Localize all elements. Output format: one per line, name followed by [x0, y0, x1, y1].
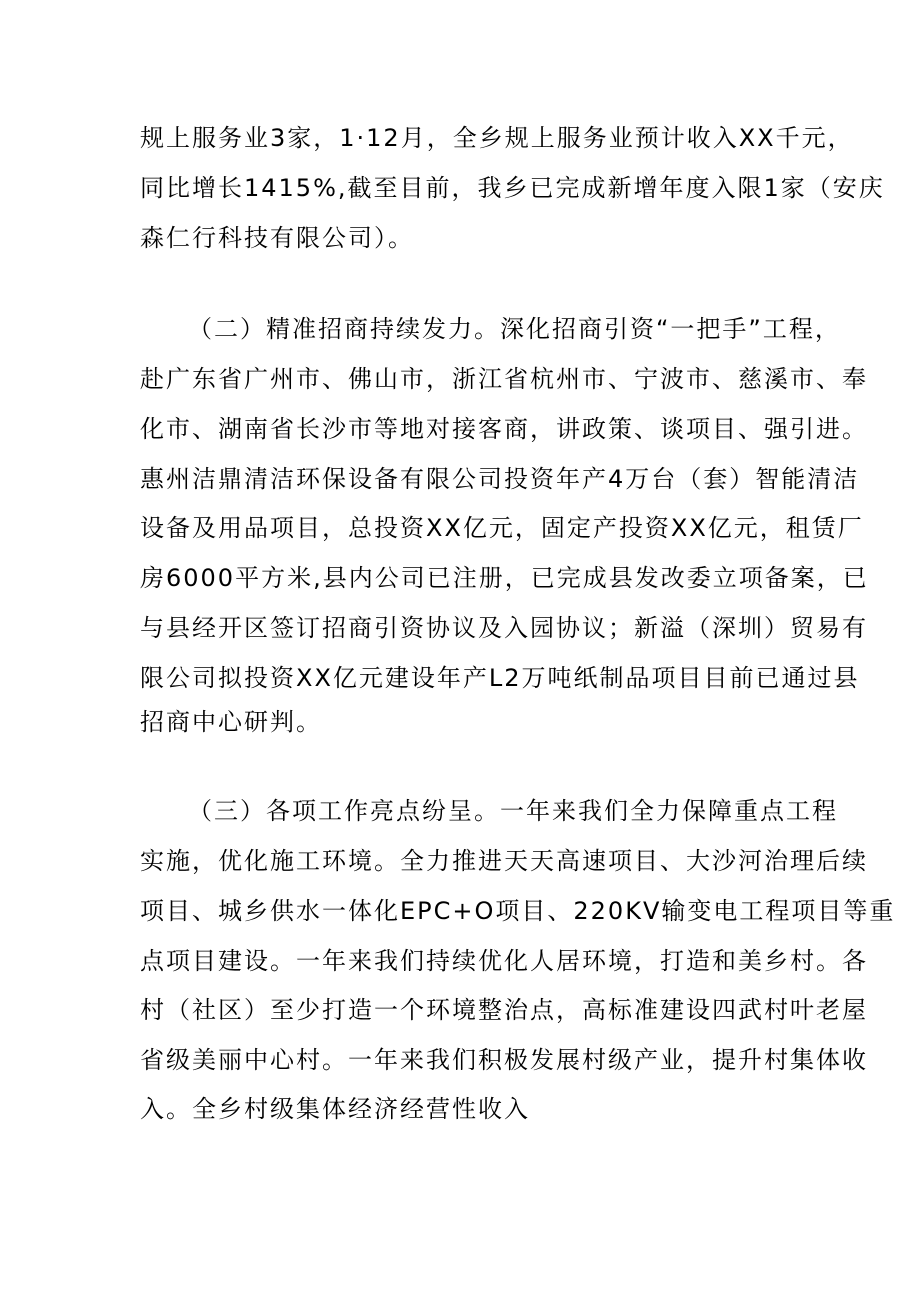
paragraph-2-line-2: 赴广东省广州市、佛山市，浙江省杭州市、宁波市、慈溪市、奉: [140, 365, 868, 393]
paragraph-3-line-5: 村（社区）至少打造一个环境整治点，高标准建设四武村叶老屋: [140, 996, 868, 1024]
paragraph-3-line-7: 入。全乡村级集体经济经营性收入: [140, 1095, 530, 1123]
paragraph-1-line-2: 同比增长1415%,截至目前，我乡已完成新增年度入限1家（安庆: [140, 174, 885, 202]
paragraph-3-line-1: （三）各项工作亮点纷呈。一年来我们全力保障重点工程: [188, 797, 838, 825]
paragraph-2-line-1: （二）精准招商持续发力。深化招商引资“一把手”工程，: [188, 315, 841, 343]
paragraph-2-line-9: 招商中心研判。: [140, 708, 322, 736]
paragraph-2-line-7: 与县经开区签订招商引资协议及入园协议；新溢（深圳）贸易有: [140, 614, 868, 642]
paragraph-2-line-5: 设备及用品项目，总投资XX亿元，固定产投资XX亿元，租赁厂: [140, 514, 864, 542]
paragraph-2-line-3: 化市、湖南省长沙市等地对接客商，讲政策、谈项目、强引进。: [140, 415, 868, 443]
paragraph-2-line-8: 限公司拟投资XX亿元建设年产L2万吨纸制品项目目前已通过县: [140, 664, 860, 692]
paragraph-2-line-6: 房6000平方米,县内公司已注册，已完成县发改委立项备案，已: [140, 564, 869, 592]
paragraph-3-line-4: 点项目建设。一年来我们持续优化人居环境，打造和美乡村。各: [140, 947, 868, 975]
paragraph-3-line-6: 省级美丽中心村。一年来我们积极发展村级产业，提升村集体收: [140, 1046, 868, 1074]
paragraph-1-line-1: 规上服务业3家，1·12月，全乡规上服务业预计收入XX千元，: [140, 124, 854, 152]
paragraph-3-line-2: 实施，优化施工环境。全力推进天天高速项目、大沙河治理后续: [140, 847, 868, 875]
paragraph-3-line-3: 项目、城乡供水一体化EPC+O项目、220KV输变电工程项目等重: [140, 897, 896, 925]
paragraph-1-line-3: 森仁行科技有限公司）。: [140, 224, 414, 252]
paragraph-2-line-4: 惠州洁鼎清洁环保设备有限公司投资年产4万台（套）智能清洁: [140, 465, 860, 493]
